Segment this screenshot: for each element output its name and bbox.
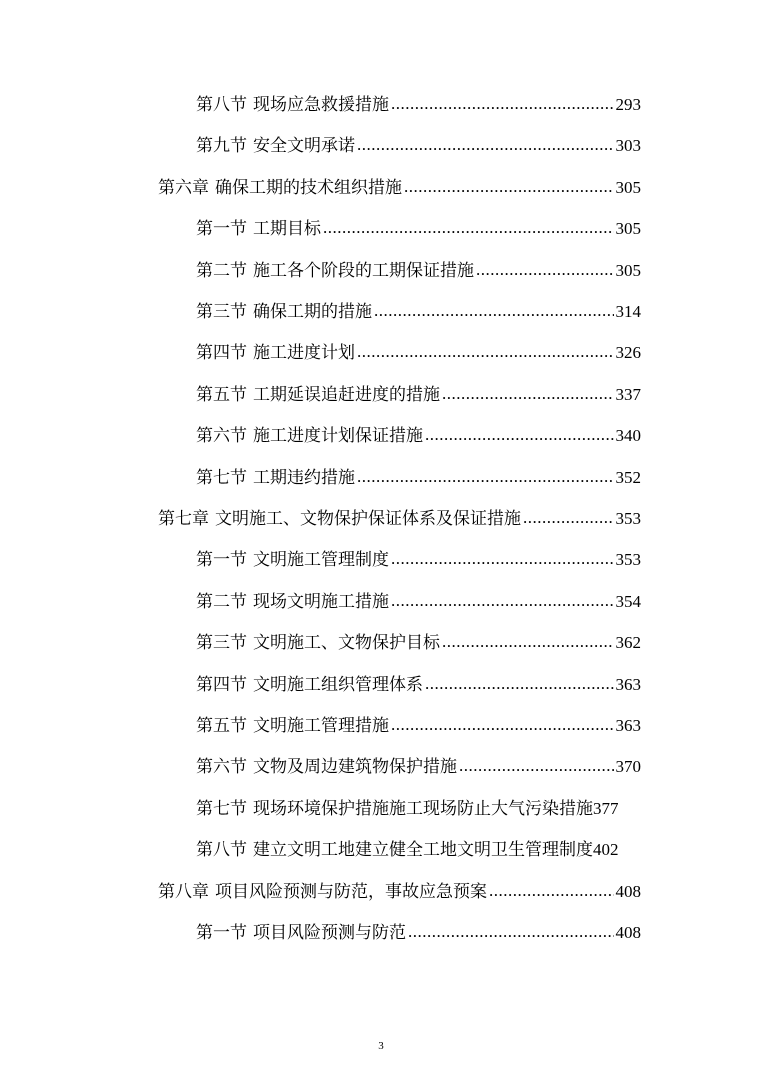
- toc-entry-title: 现场环境保护措施施工现场防止大气污染措施: [253, 798, 593, 819]
- toc-entry-number: 第五节: [196, 384, 247, 405]
- toc-dot-leader: [323, 213, 614, 243]
- toc-entry-number: 第五节: [196, 716, 247, 736]
- toc-dot-leader: [459, 751, 614, 781]
- toc-section-entry[interactable]: [196, 670, 641, 700]
- toc-section-entry[interactable]: [196, 131, 641, 161]
- toc-entry-title: 文明施工管理制度: [253, 550, 389, 571]
- toc-section-entry[interactable]: [196, 463, 641, 493]
- toc-entry-page: 352: [615, 467, 641, 487]
- toc-dot-leader: [489, 876, 614, 906]
- toc-entry-title: 文明施工、文物保护目标: [253, 633, 440, 654]
- toc-entry-page: 353: [615, 550, 641, 570]
- toc-entry-title: 现场文明施工措施: [253, 591, 389, 612]
- toc-chapter-entry[interactable]: [158, 504, 641, 534]
- toc-entry-page: 408: [615, 923, 641, 942]
- toc-entry-page: 305: [615, 260, 641, 280]
- toc-entry-page: 402: [593, 840, 619, 860]
- toc-dot-leader: [357, 462, 614, 492]
- toc-dot-leader: [391, 89, 614, 119]
- toc-section-entry[interactable]: [196, 835, 641, 865]
- toc-section-entry[interactable]: [196, 794, 641, 824]
- toc-chapter-entry[interactable]: [158, 173, 641, 203]
- toc-entry-page: 353: [615, 509, 641, 528]
- toc-entry-page: 377: [593, 798, 619, 818]
- toc-entry-page: 293: [615, 95, 641, 114]
- toc-entry-title: 文明施工组织管理体系: [253, 674, 423, 695]
- toc-entry-title: 文物及周边建筑物保护措施: [253, 757, 457, 778]
- toc-section-entry[interactable]: [196, 752, 641, 782]
- toc-entry-number: 第八节: [196, 95, 247, 115]
- toc-entry-number: 第一节: [196, 219, 247, 240]
- toc-entry-number: 第二节: [196, 591, 247, 612]
- toc-entry-page: 337: [615, 384, 641, 404]
- toc-entry-title: 建立文明工地建立健全工地文明卫生管理制度: [253, 840, 593, 861]
- toc-dot-leader: [404, 172, 614, 202]
- toc-entry-title: 现场应急救援措施: [253, 95, 389, 115]
- toc-entry-number: 第六节: [196, 426, 247, 447]
- toc-dot-leader: [357, 130, 614, 160]
- toc-dot-leader: [442, 379, 614, 409]
- toc-entry-number: 第七节: [196, 467, 247, 488]
- toc-section-entry[interactable]: [196, 587, 641, 617]
- toc-entry-page: 354: [615, 591, 641, 611]
- toc-entry-page: 370: [615, 757, 641, 777]
- toc-entry-number: 第四节: [196, 343, 247, 364]
- toc-entry-title: 工期违约措施: [253, 467, 355, 488]
- toc-entry-number: 第二节: [196, 260, 247, 281]
- toc-section-entry[interactable]: [196, 214, 641, 244]
- toc-entry-number: 第七章: [158, 509, 209, 529]
- toc-entry-title: 文明施工、文物保护保证体系及保证措施: [215, 509, 521, 529]
- page-number: 3: [378, 1040, 384, 1052]
- toc-section-entry[interactable]: [196, 628, 641, 658]
- toc-entry-number: 第八节: [196, 840, 247, 861]
- toc-section-entry[interactable]: [196, 297, 641, 327]
- toc-section-entry[interactable]: [196, 918, 641, 948]
- toc-entry-number: 第八章: [158, 881, 209, 902]
- toc-dot-leader: [425, 420, 614, 450]
- toc-dot-leader: [523, 503, 614, 533]
- toc-dot-leader: [425, 669, 614, 699]
- toc-section-entry[interactable]: [196, 90, 641, 120]
- toc-entry-number: 第六章: [158, 177, 209, 198]
- toc-dot-leader: [476, 255, 614, 285]
- toc-entry-title: 施工进度计划保证措施: [253, 426, 423, 447]
- toc-entry-page: 314: [615, 302, 641, 321]
- toc-entry-number: 第三节: [196, 633, 247, 654]
- toc-entry-title: 确保工期的措施: [253, 302, 372, 322]
- toc-entry-number: 第三节: [196, 302, 247, 322]
- toc-section-entry[interactable]: [196, 421, 641, 451]
- toc-chapter-entry[interactable]: [158, 877, 641, 907]
- toc-entry-number: 第一节: [196, 550, 247, 571]
- toc-entry-number: 第一节: [196, 923, 247, 943]
- toc-entry-page: 408: [615, 881, 641, 901]
- toc-entry-title: 确保工期的技术组织措施: [215, 177, 402, 198]
- toc-section-entry[interactable]: [196, 338, 641, 368]
- toc-section-entry[interactable]: [196, 545, 641, 575]
- toc-entry-number: 第四节: [196, 674, 247, 695]
- toc-dot-leader: [391, 586, 614, 616]
- toc-entry-page: 363: [615, 716, 641, 735]
- toc-section-entry[interactable]: [196, 380, 641, 410]
- toc-entry-page: 303: [615, 136, 641, 156]
- toc-dot-leader: [357, 337, 614, 367]
- toc-entry-number: 第六节: [196, 757, 247, 778]
- toc-entry-title: 项目风险预测与防范，事故应急预案: [215, 881, 487, 902]
- toc-dot-leader: [442, 627, 614, 657]
- toc-entry-page: 363: [615, 674, 641, 694]
- toc-dot-leader: [391, 710, 614, 740]
- toc-entry-title: 工期目标: [253, 219, 321, 240]
- toc-entry-title: 工期延误追赶进度的措施: [253, 384, 440, 405]
- toc-dot-leader: [391, 544, 614, 574]
- toc-entry-page: 340: [615, 426, 641, 446]
- toc-entry-title: 文明施工管理措施: [253, 716, 389, 736]
- toc-entry-page: 305: [615, 219, 641, 239]
- toc-entry-number: 第七节: [196, 798, 247, 819]
- toc-dot-leader: [408, 917, 614, 947]
- toc-section-entry[interactable]: [196, 711, 641, 741]
- toc-section-entry[interactable]: [196, 256, 641, 286]
- toc-dot-leader: [374, 296, 614, 326]
- toc-entry-page: 326: [615, 343, 641, 363]
- toc-entry-page: 362: [615, 633, 641, 653]
- toc-entry-title: 施工进度计划: [253, 343, 355, 364]
- toc-entry-title: 项目风险预测与防范: [253, 923, 406, 943]
- toc-entry-title: 安全文明承诺: [253, 136, 355, 157]
- toc-entry-page: 305: [615, 177, 641, 197]
- toc-entry-title: 施工各个阶段的工期保证措施: [253, 260, 474, 281]
- toc-entry-number: 第九节: [196, 136, 247, 157]
